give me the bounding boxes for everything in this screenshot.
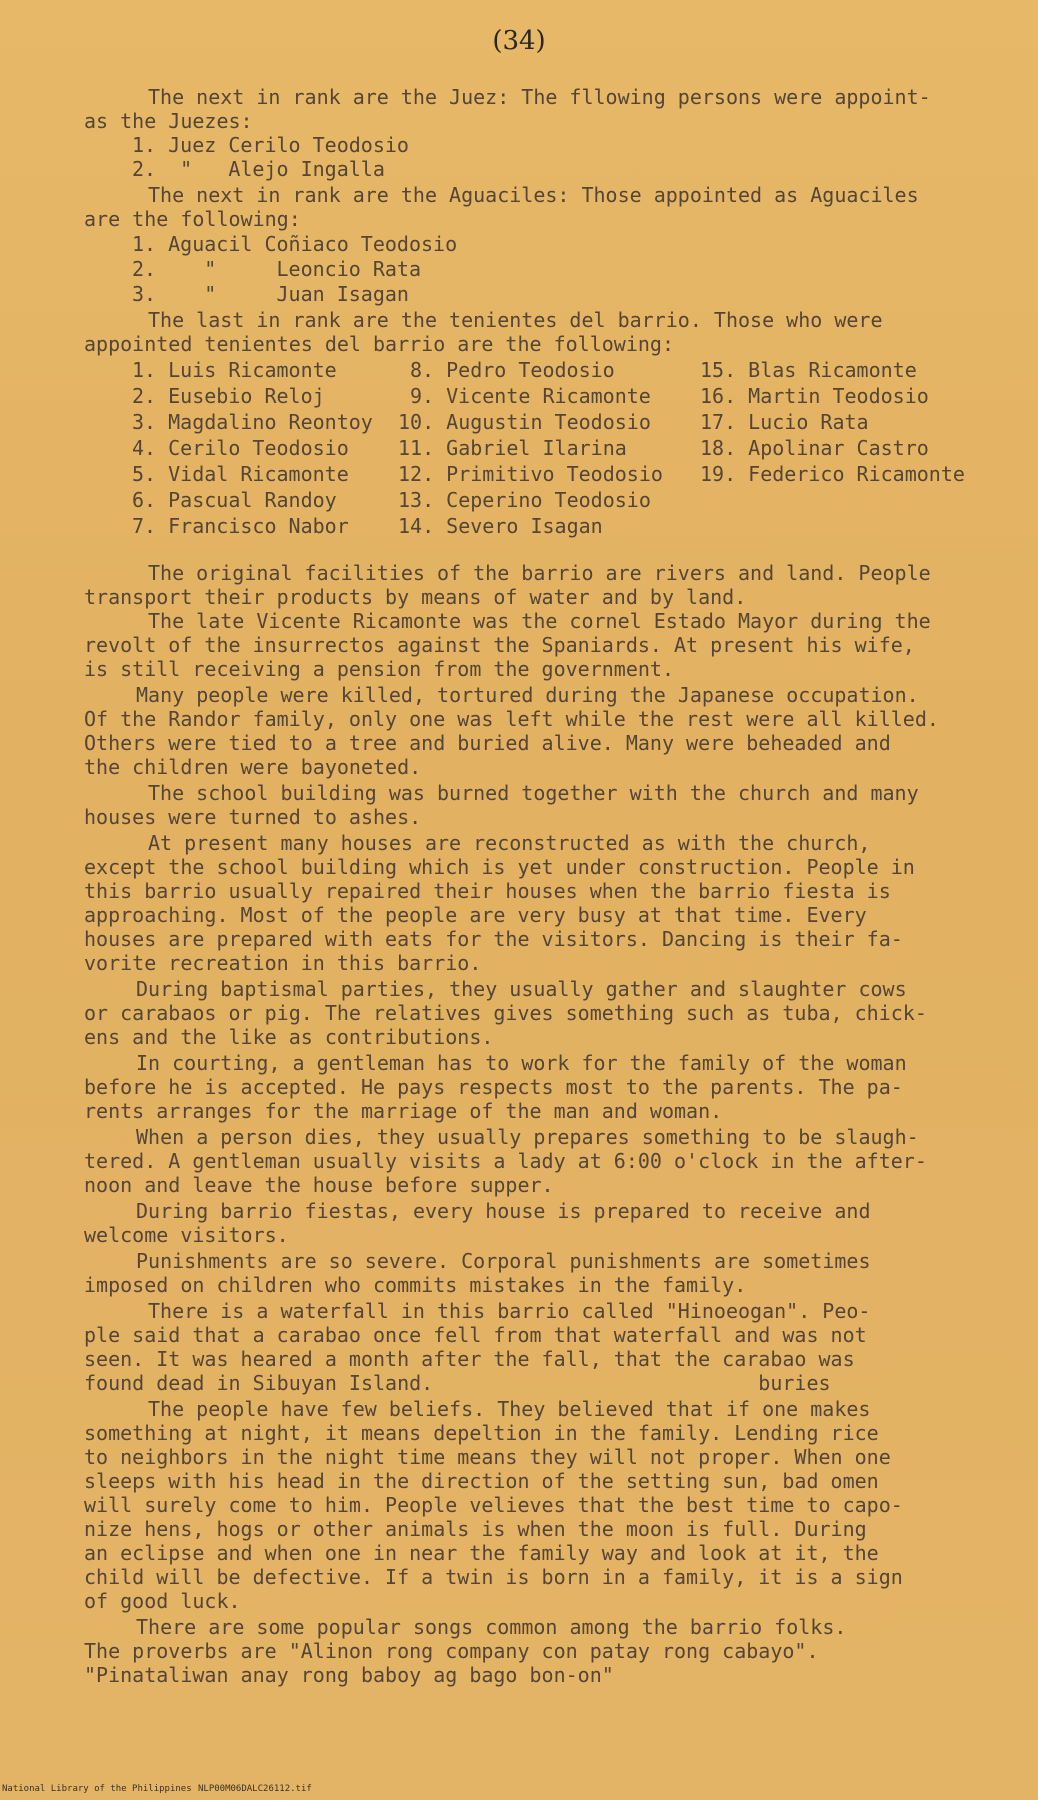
- text-line: The school building was burned together with the church and many: [148, 781, 919, 805]
- list-item: 11. Gabriel Ilarina: [398, 436, 627, 460]
- text-line: There are some popular songs common among the barrio folks.: [136, 1615, 847, 1639]
- list-item: 2. Eusebio Reloj: [132, 384, 325, 408]
- text-line: In courting, a gentleman has to work for the family of the woman: [136, 1051, 907, 1075]
- text-line: The next in rank are the Aguaciles: Those appointed as Aguaciles: [148, 183, 919, 207]
- list-item: 10. Augustin Teodosio: [398, 410, 651, 434]
- text-line: 2. " Leoncio Rata: [132, 257, 421, 281]
- text-line: The people have few beliefs. They believed that if one makes: [148, 1397, 871, 1421]
- text-line: noon and leave the house before supper.: [84, 1173, 554, 1197]
- text-line: 1. Aguacil Coñiaco Teodosio: [132, 232, 458, 256]
- text-line: will surely come to him. People velieves that the best time to capo-: [84, 1493, 903, 1517]
- text-line: The late Vicente Ricamonte was the cornel Estado Mayor during the: [148, 609, 931, 633]
- text-line: approaching. Most of the people are very busy at that time. Every: [84, 903, 867, 927]
- list-item: 9. Vicente Ricamonte: [410, 384, 651, 408]
- text-line: something at night, it means depeltion in the family. Lending rice: [84, 1421, 879, 1445]
- list-item: 6. Pascual Randoy: [132, 488, 337, 512]
- text-line: At present many houses are reconstructed as with the church,: [148, 831, 871, 855]
- text-line: revolt of the insurrectos against the Spaniards. At present his wife,: [84, 633, 915, 657]
- text-line: 2. " Alejo Ingalla: [132, 157, 385, 181]
- text-line: welcome visitors.: [84, 1223, 289, 1247]
- footer-file: NLP00M06DALC26112.tif: [198, 1784, 312, 1794]
- text-line: Many people were killed, tortured during the Japanese occupation.: [136, 683, 919, 707]
- list-item: 18. Apolinar Castro: [700, 436, 929, 460]
- text-line: an eclipse and when one in near the family way and look at it, the: [84, 1541, 879, 1565]
- text-line: 3. " Juan Isagan: [132, 282, 409, 306]
- list-item: 15. Blas Ricamonte: [700, 358, 917, 382]
- text-line: The next in rank are the Juez: The fllowing persons were appoint-: [148, 85, 931, 109]
- text-line: Punishments are so severe. Corporal punishments are sometimes: [136, 1249, 871, 1273]
- text-line: found dead in Sibuyan Island. buries: [84, 1371, 831, 1395]
- text-line: is still receiving a pension from the government.: [84, 657, 675, 681]
- list-item: 17. Lucio Rata: [700, 410, 869, 434]
- text-line: except the school building which is yet under construction. People in: [84, 855, 915, 879]
- text-line: 1. Juez Cerilo Teodosio: [132, 133, 409, 157]
- list-item: 19. Federico Ricamonte: [700, 462, 965, 486]
- list-item: 5. Vidal Ricamonte: [132, 462, 349, 486]
- text-line: ple said that a carabao once fell from that waterfall and was not: [84, 1323, 867, 1347]
- text-line: to neighbors in the night time means they will not proper. When one: [84, 1445, 891, 1469]
- text-line: Of the Randor family, only one was left while the rest were all killed.: [84, 707, 939, 731]
- text-line: During barrio fiestas, every house is prepared to receive and: [136, 1199, 871, 1223]
- text-line: or carabaos or pig. The relatives gives something such as tuba, chick-: [84, 1001, 927, 1025]
- text-line: of good luck.: [84, 1589, 241, 1613]
- text-line: imposed on children who commits mistakes in the family.: [84, 1273, 747, 1297]
- text-line: During baptismal parties, they usually gather and slaughter cows: [136, 977, 907, 1001]
- text-line: tered. A gentleman usually visits a lady at 6:00 o'clock in the after-: [84, 1149, 927, 1173]
- list-item: 13. Ceperino Teodosio: [398, 488, 651, 512]
- text-line: The last in rank are the tenientes del barrio. Those who were: [148, 308, 883, 332]
- text-line: The proverbs are "Alinon rong company con patay rong cabayo".: [84, 1639, 819, 1663]
- text-line: child will be defective. If a twin is born in a family, it is a sign: [84, 1565, 903, 1589]
- text-line: rents arranges for the marriage of the man and woman.: [84, 1099, 723, 1123]
- text-line: Others were tied to a tree and buried alive. Many were beheaded and: [84, 731, 891, 755]
- text-line: nize hens, hogs or other animals is when the moon is full. During: [84, 1517, 867, 1541]
- text-line: ens and the like as contributions.: [84, 1025, 494, 1049]
- list-item: 16. Martin Teodosio: [700, 384, 929, 408]
- list-item: 12. Primitivo Teodosio: [398, 462, 663, 486]
- text-line: sleeps with his head in the direction of the setting sun, bad omen: [84, 1469, 879, 1493]
- text-line: this barrio usually repaired their houses when the barrio fiesta is: [84, 879, 891, 903]
- text-line: transport their products by means of water and by land.: [84, 585, 747, 609]
- list-item: 3. Magdalino Reontoy: [132, 410, 373, 434]
- text-line: houses are prepared with eats for the visitors. Dancing is their fa-: [84, 927, 903, 951]
- list-item: 8. Pedro Teodosio: [410, 358, 615, 382]
- text-line: When a person dies, they usually prepares something to be slaugh-: [136, 1125, 919, 1149]
- footer-source: National Library of the Philippines: [2, 1784, 192, 1794]
- text-line: seen. It was heared a month after the fall, that the carabao was: [84, 1347, 855, 1371]
- text-line: vorite recreation in this barrio.: [84, 951, 482, 975]
- page-number: (34): [492, 26, 546, 56]
- text-line: as the Juezes:: [84, 109, 253, 133]
- text-line: "Pinataliwan anay rong baboy ag bago bon-on": [84, 1663, 614, 1687]
- list-item: 1. Luis Ricamonte: [132, 358, 337, 382]
- text-line: before he is accepted. He pays respects most to the parents. The pa-: [84, 1075, 903, 1099]
- text-line: the children were bayoneted.: [84, 755, 422, 779]
- text-line: The original facilities of the barrio are rivers and land. People: [148, 561, 931, 585]
- list-item: 7. Francisco Nabor: [132, 514, 349, 538]
- text-line: appointed tenientes del barrio are the following:: [84, 332, 675, 356]
- text-line: There is a waterfall in this barrio called "Hinoeogan". Peo-: [148, 1299, 871, 1323]
- text-line: houses were turned to ashes.: [84, 805, 422, 829]
- list-item: 4. Cerilo Teodosio: [132, 436, 349, 460]
- text-line: are the following:: [84, 207, 301, 231]
- list-item: 14. Severo Isagan: [398, 514, 603, 538]
